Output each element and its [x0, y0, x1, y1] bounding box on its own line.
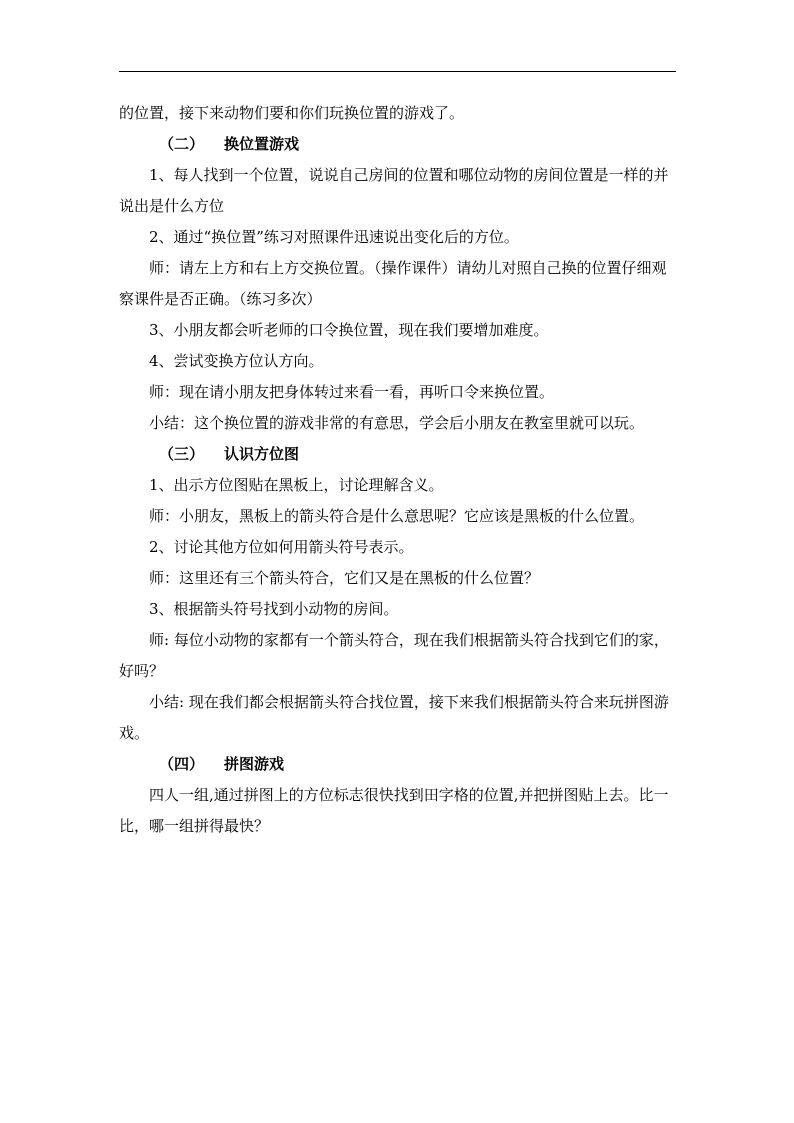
section-number: （二） — [159, 135, 205, 153]
section-number: （四） — [159, 755, 205, 773]
section-title: 换位置游戏 — [224, 135, 300, 153]
paragraph: 师：现在请小朋友把身体转过来看一看，再听口令来换位置。 — [149, 383, 555, 401]
paragraph: 的位置，接下来动物们要和你们玩换位置的游戏了。 — [119, 104, 465, 122]
paragraph: 师: 每位小动物的家都有一个箭头符合，现在我们根据箭头符合找到它们的家，好吗？ — [119, 631, 669, 680]
section-heading-4 — [119, 749, 679, 780]
document-body — [119, 98, 679, 842]
section-heading-3 — [119, 439, 679, 470]
paragraph: 1、每人找到一个位置，说说自己房间的位置和哪位动物的房间位置是一样的并说出是什么方位 — [119, 166, 669, 215]
paragraph: 1、出示方位图贴在黑板上，讨论理解含义。 — [149, 476, 444, 494]
paragraph: 3、小朋友都会听老师的口令换位置，现在我们要增加难度。 — [149, 321, 549, 339]
paragraph: 3、根据箭头符号找到小动物的房间。 — [149, 600, 399, 618]
paragraph: 师：小朋友，黑板上的箭头符合是什么意思呢？它应该是黑板的什么位置。 — [149, 507, 645, 525]
paragraph: 四人一组,通过拼图上的方位标志很快找到田字格的位置,并把拼图贴上去。比一比，哪一组拼得最快？ — [119, 786, 669, 835]
paragraph: 师：请左上方和右上方交换位置。（操作课件）请幼儿对照自己换的位置仔细观察课件是否正确。（练习多次） — [119, 259, 667, 308]
section-heading-2 — [119, 129, 679, 160]
paragraph: 4、尝试变换方位认方向。 — [149, 352, 324, 370]
paragraph: 2、讨论其他方位如何用箭头符号表示。 — [149, 538, 414, 556]
paragraph: 师：这里还有三个箭头符合，它们又是在黑板的什么位置？ — [149, 569, 540, 587]
paragraph: 2、通过“换位置”练习对照课件迅速说出变化后的方位。 — [149, 228, 519, 246]
section-title: 拼图游戏 — [224, 755, 285, 773]
header-rule — [119, 71, 676, 72]
paragraph: 小结: 现在我们都会根据箭头符合找位置，接下来我们根据箭头符合来玩拼图游戏。 — [119, 693, 669, 742]
paragraph: 小结：这个换位置的游戏非常的有意思，学会后小朋友在教室里就可以玩。 — [149, 414, 645, 432]
section-number: （三） — [159, 445, 205, 463]
section-title: 认识方位图 — [224, 445, 300, 463]
